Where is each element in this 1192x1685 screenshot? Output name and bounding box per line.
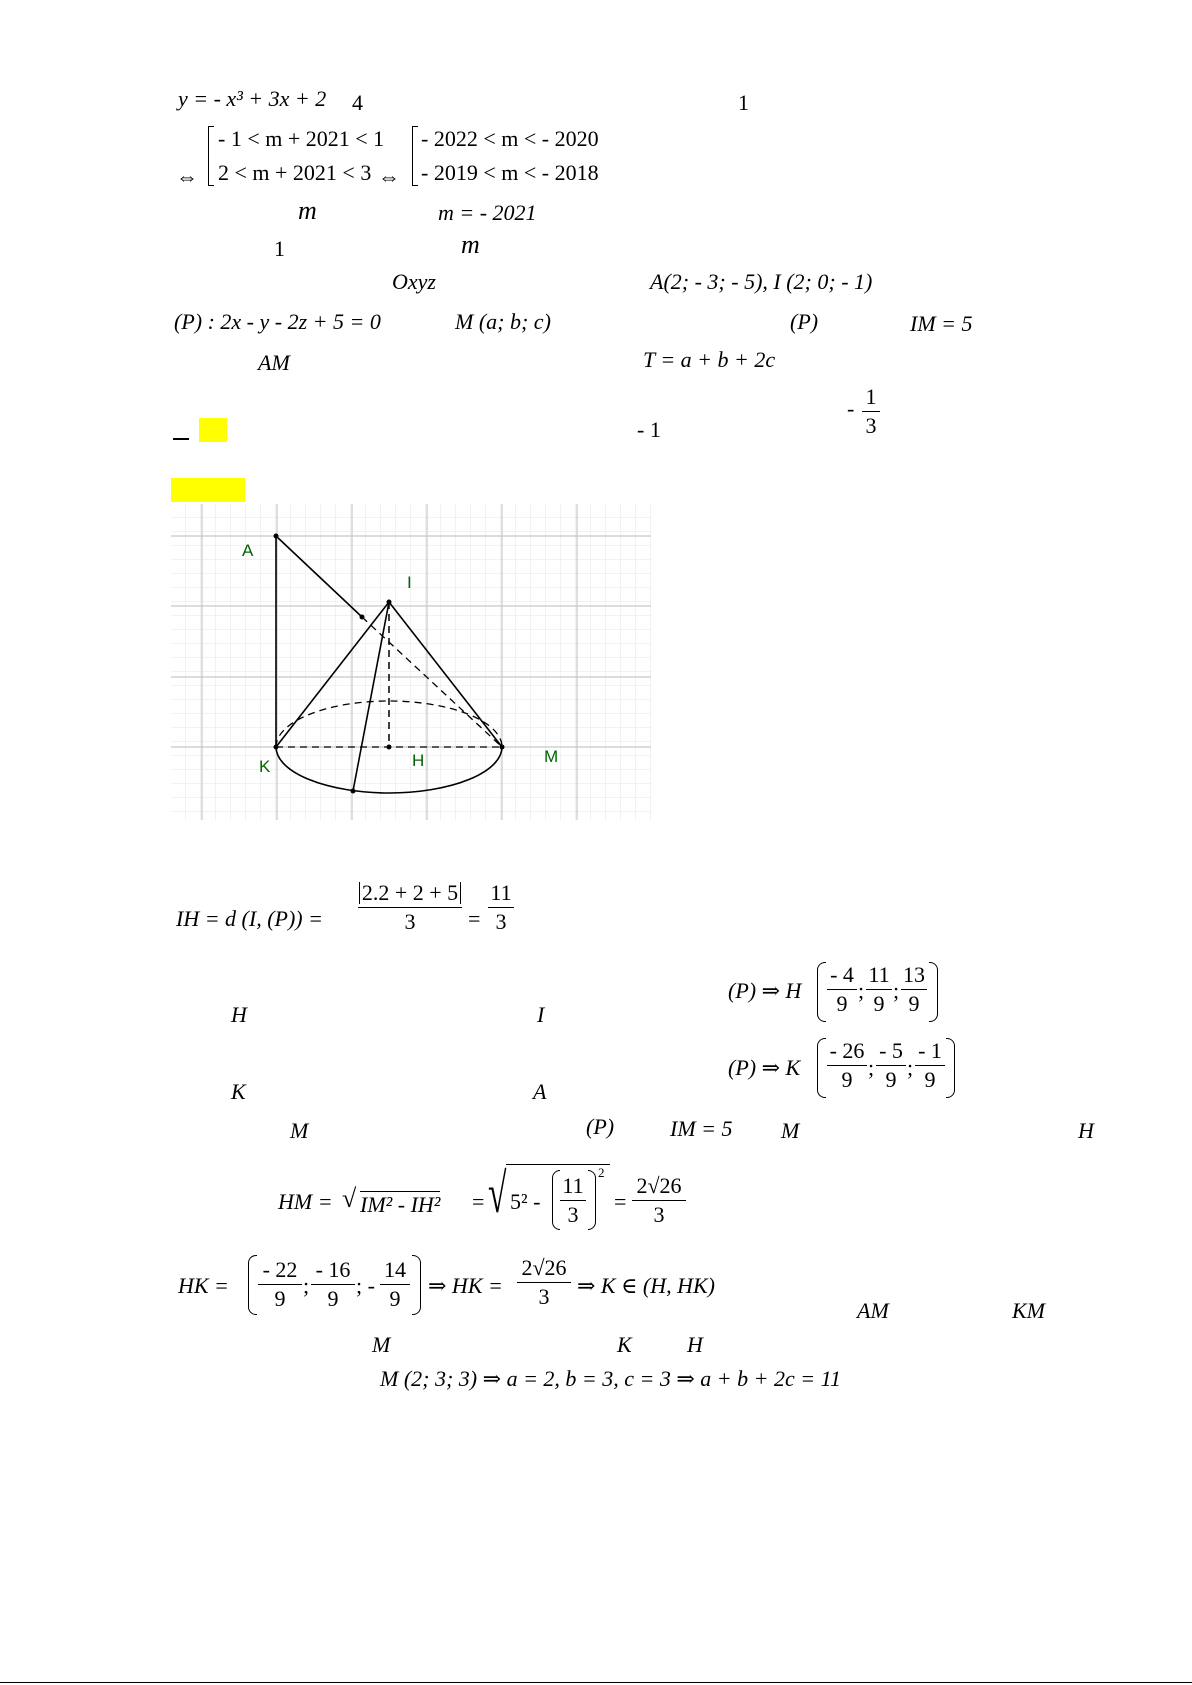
points-A-I: A(2; - 3; - 5), I (2; 0; - 1) (650, 269, 873, 294)
H-coord-3 (901, 964, 927, 1015)
label-A: A (242, 541, 254, 560)
system2-row1: - 2022 < m < - 2020 (421, 126, 599, 151)
IH-result-num: 11 (490, 880, 512, 905)
K-coord-3 (915, 1040, 945, 1091)
semicolon: ; (893, 978, 900, 1003)
semicolon: ; (868, 1055, 875, 1080)
H-right-paren (929, 962, 938, 1022)
HK-coord-1-num: - 22 (262, 1257, 298, 1282)
H-coord-3-den: 9 (908, 991, 920, 1016)
number-one: 1 (738, 90, 749, 115)
HM-left-paren (552, 1170, 560, 1230)
K-coord-1 (827, 1040, 867, 1091)
HM-lhs: HM = (278, 1189, 333, 1214)
IH-numerator: 2.2 + 2 + 5 (359, 882, 461, 904)
HK-coord-1-den: 9 (274, 1286, 286, 1311)
K-coord-2 (876, 1040, 906, 1091)
segment-KM: KM (1012, 1298, 1045, 1323)
option-fraction-den: 3 (865, 413, 877, 438)
plane-equation: (P) : 2x - y - 2z + 5 = 0 (174, 309, 381, 334)
HK-right-paren (412, 1255, 421, 1315)
HK-tail: ⇒ K ∈ (H, HK) (577, 1273, 715, 1298)
IH-distance-lhs: IH = d (I, (P)) = (176, 906, 323, 931)
HM-result (632, 1175, 686, 1226)
HM-exponent: 2 (598, 1165, 605, 1180)
H-coord-1-num: - 4 (830, 962, 854, 987)
HM-right-paren (588, 1170, 596, 1230)
semicolon-minus: ; - (356, 1273, 375, 1298)
H-coord-2-num: 11 (868, 962, 890, 987)
HM-root-1: IM² - IH² (360, 1192, 441, 1217)
M-label: M (290, 1118, 309, 1143)
iff-symbol: ⇔ (176, 164, 198, 189)
system1-row1: - 1 < m + 2021 < 1 (218, 126, 385, 151)
number-one-2: 1 (274, 236, 285, 261)
IH-result-den: 3 (495, 909, 507, 934)
K-label: K (231, 1079, 246, 1104)
semicolon: ; (303, 1273, 310, 1298)
final-answer: M (2; 3; 3) ⇒ a = 2, b = 3, c = 3 ⇒ a + b + 2c = 11 (380, 1366, 841, 1391)
function-expression: y = - x³ + 3x + 2 (178, 86, 327, 111)
IH-equals: = (468, 906, 481, 931)
option-minus-one: - 1 (637, 417, 661, 442)
HK-result-den: 3 (538, 1284, 550, 1309)
K-coord-3-num: - 1 (918, 1038, 942, 1063)
solution-highlight (171, 478, 245, 502)
HK-coord-3-den: 9 (389, 1286, 401, 1311)
HK-coord-2 (311, 1259, 355, 1310)
oxyz: Oxyz (392, 269, 436, 294)
K-right-paren (946, 1038, 955, 1098)
sqrt-bar-2 (506, 1164, 610, 1165)
H-coord-1 (827, 964, 857, 1015)
HK-coord-3-num: 14 (384, 1257, 406, 1282)
point-M: M (a; b; c) (455, 309, 551, 334)
K-coord-2-num: - 5 (879, 1038, 903, 1063)
page-bottom-rule (0, 1682, 1192, 1683)
option-fraction (862, 386, 880, 437)
system-bracket-1 (208, 126, 214, 186)
HM-root-2: 5² - (510, 1189, 541, 1214)
P-implies-H: (P) ⇒ H (728, 978, 802, 1003)
H-left-paren (817, 962, 826, 1022)
var-m: m (298, 196, 317, 225)
number-four: 4 (352, 90, 363, 115)
IM-length: IM = 5 (910, 311, 973, 336)
HM-equals-1: = (472, 1189, 485, 1214)
plane-P-2: (P) (586, 1114, 615, 1139)
HM-equals-2: = (614, 1189, 627, 1214)
P-implies-K: (P) ⇒ K (728, 1055, 801, 1080)
label-I: I (407, 573, 412, 592)
K-coord-3-den: 9 (924, 1067, 936, 1092)
I-label: I (537, 1002, 545, 1027)
label-M: M (544, 747, 559, 766)
IM-length-2: IM = 5 (670, 1116, 733, 1141)
cone-figure (171, 504, 651, 820)
HK-implies: ⇒ HK = (428, 1273, 503, 1298)
H-label-2: H (1078, 1118, 1094, 1143)
segment-AM: AM (258, 350, 290, 375)
HM-result-num: 2√26 (636, 1173, 682, 1198)
H-label: H (231, 1002, 247, 1027)
K-left-paren (817, 1038, 826, 1098)
highlight-marker (199, 418, 227, 442)
HK-result (517, 1257, 571, 1308)
K-coord-1-num: - 26 (829, 1038, 865, 1063)
HM-inner-fraction (560, 1175, 586, 1226)
HK-coord-1 (258, 1259, 302, 1310)
option-underline (173, 438, 189, 440)
system1-row2: 2 < m + 2021 < 3 (218, 160, 372, 185)
M-label-3: M (372, 1332, 391, 1357)
m-value: m = - 2021 (438, 200, 537, 225)
H-label-3: H (687, 1332, 703, 1357)
H-coord-3-num: 13 (903, 962, 925, 987)
sqrt-sign-2: √ (488, 1163, 507, 1225)
IH-result (488, 882, 514, 933)
system-bracket-2 (412, 126, 418, 186)
H-coord-2-den: 9 (873, 991, 885, 1016)
semicolon: ; (858, 978, 865, 1003)
HM-inner-den: 3 (567, 1202, 579, 1227)
A-label: A (533, 1079, 547, 1104)
HK-coord-3 (380, 1259, 410, 1310)
IH-fraction (358, 882, 462, 933)
option-fraction-num: 1 (865, 384, 877, 409)
HM-result-den: 3 (653, 1202, 665, 1227)
semicolon: ; (907, 1055, 914, 1080)
var-m-2: m (461, 230, 480, 259)
HK-result-num: 2√26 (521, 1255, 567, 1280)
K-label-3: K (617, 1332, 632, 1357)
HK-coord-2-num: - 16 (315, 1257, 351, 1282)
label-H: H (412, 751, 425, 770)
segment-AM-2: AM (857, 1298, 889, 1323)
H-coord-2 (866, 964, 892, 1015)
T-expression: T = a + b + 2c (643, 347, 776, 372)
option-fraction-sign: - (847, 396, 855, 421)
sqrt-sign-1: √ (342, 1184, 357, 1213)
M-label-2: M (781, 1118, 800, 1143)
HM-inner-num: 11 (562, 1173, 584, 1198)
plane-P: (P) (790, 309, 819, 334)
HK-left-paren (248, 1255, 257, 1315)
system2-row2: - 2019 < m < - 2018 (421, 160, 599, 185)
HK-lhs: HK = (178, 1273, 229, 1298)
H-coord-1-den: 9 (836, 991, 848, 1016)
IH-denominator: 3 (404, 909, 416, 934)
iff-symbol-2: ⇔ (378, 164, 400, 189)
HK-coord-2-den: 9 (327, 1286, 339, 1311)
K-coord-2-den: 9 (885, 1067, 897, 1092)
K-coord-1-den: 9 (841, 1067, 853, 1092)
label-K: K (259, 757, 271, 776)
